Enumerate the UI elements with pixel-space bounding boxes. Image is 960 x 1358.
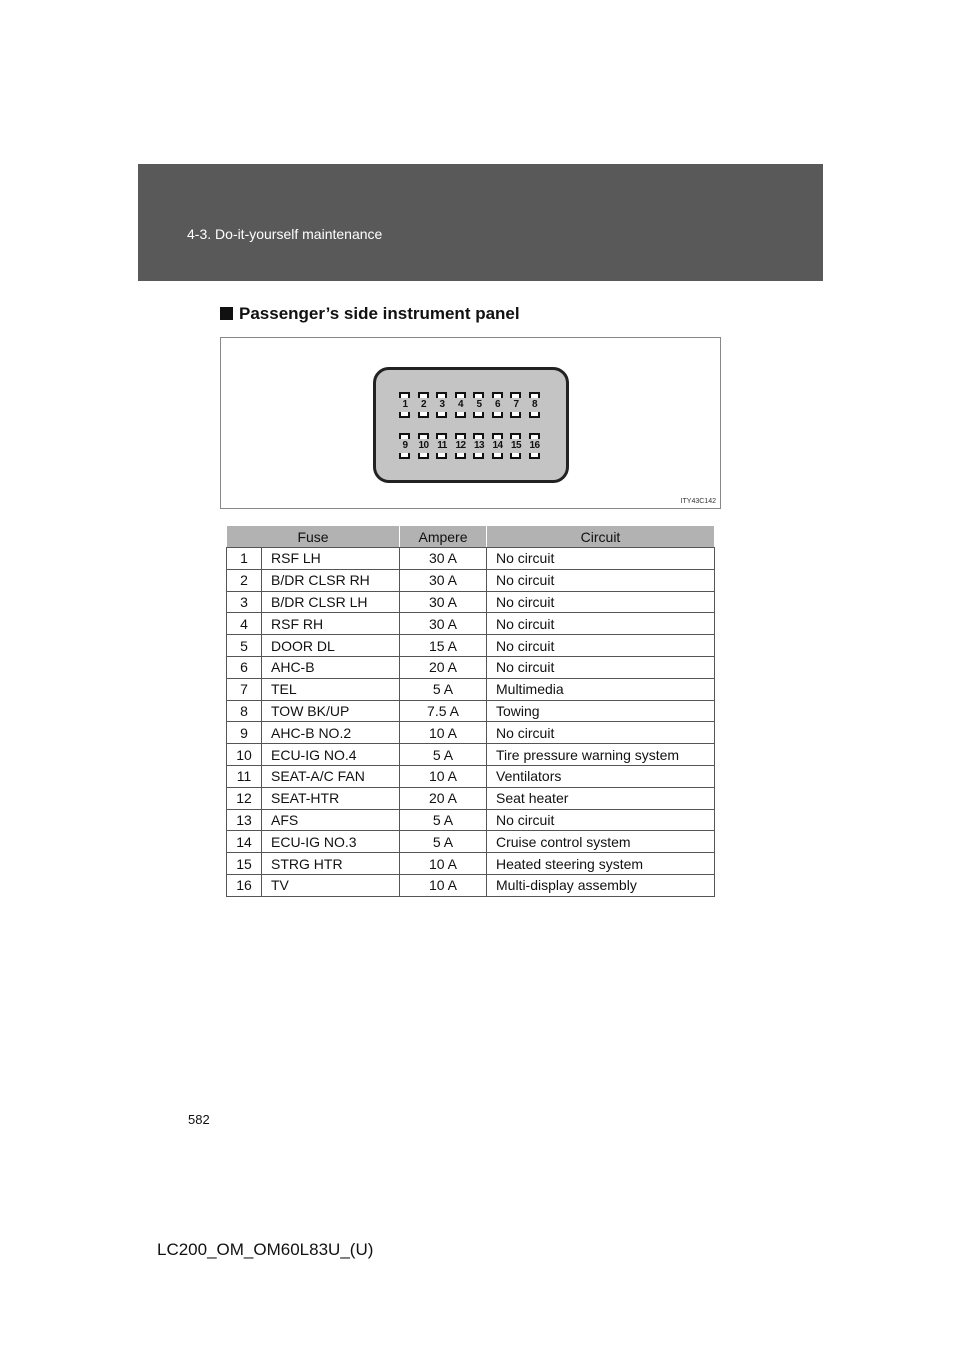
fuse-name-cell: TV [262,874,400,896]
bullet-square-icon [220,307,233,320]
fuse-slot-number: 3 [439,399,445,410]
table-row [227,591,715,613]
section-heading [220,304,520,324]
fuse-number-cell: 13 [227,809,262,831]
table-row [227,874,715,896]
fuse-box-figure [220,337,721,509]
header-band [138,164,823,281]
figure-code: ITY43C142 [680,498,716,505]
circuit-cell: Seat heater [487,787,715,809]
circuit-cell: Cruise control system [487,831,715,853]
fuse-slot [529,433,543,459]
table-row [227,744,715,766]
ampere-cell: 15 A [400,635,487,657]
fuse-name-cell: ECU-IG NO.4 [262,744,400,766]
table-row [227,635,715,657]
table-row [227,548,715,570]
heading-text: Passenger’s side instrument panel [239,304,520,323]
ampere-cell: 30 A [400,613,487,635]
ampere-cell: 30 A [400,548,487,570]
fuse-name-cell: AFS [262,809,400,831]
table-row [227,787,715,809]
ampere-cell: 10 A [400,722,487,744]
table-row [227,809,715,831]
fuse-slot-number: 15 [510,440,522,451]
fuse-slot-number: 11 [437,440,447,451]
fuse-name-cell: SEAT-A/C FAN [262,765,400,787]
fuse-name-cell: TOW BK/UP [262,700,400,722]
ampere-cell: 5 A [400,678,487,700]
fuse-slot-number: 2 [420,399,427,410]
fuse-number-cell: 16 [227,874,262,896]
fuse-slot [492,433,506,459]
table-row [227,678,715,700]
fuse-slot-number: 5 [476,399,482,410]
fuse-slot [399,433,413,459]
ampere-cell: 20 A [400,787,487,809]
table-row [227,569,715,591]
fuse-number-cell: 1 [227,548,262,570]
fuse-slot [418,433,432,459]
table-row [227,765,715,787]
circuit-cell: No circuit [487,569,715,591]
fuse-name-cell: AHC-B NO.2 [262,722,400,744]
fuse-slot [529,392,543,418]
fuse-number-cell: 4 [227,613,262,635]
table-row [227,700,715,722]
circuit-cell: Towing [487,700,715,722]
fuse-number-cell: 12 [227,787,262,809]
table-header-row [227,526,715,548]
fuse-number-cell: 7 [227,678,262,700]
document-code: LC200_OM_OM60L83U_(U) [157,1240,374,1259]
fuse-slot-number: 1 [402,399,408,410]
fuse-name-cell: RSF LH [262,548,400,570]
fuse-number-cell: 15 [227,853,262,875]
fuse-slot [455,392,469,418]
table-row [227,613,715,635]
fuse-slot-number: 9 [402,440,408,451]
column-header-ampere: Ampere [400,526,487,548]
column-header-circuit: Circuit [487,526,715,548]
table-row [227,831,715,853]
fuse-box-diagram [373,367,569,483]
fuse-slot [492,392,506,418]
fuse-number-cell: 2 [227,569,262,591]
circuit-cell: Multi-display assembly [487,874,715,896]
section-title: 4-3. Do-it-yourself maintenance [187,226,383,242]
ampere-cell: 5 A [400,831,487,853]
fuse-name-cell: TEL [262,678,400,700]
circuit-cell: No circuit [487,722,715,744]
fuse-name-cell: B/DR CLSR LH [262,591,400,613]
table-row [227,722,715,744]
ampere-cell: 10 A [400,765,487,787]
fuse-table-body [227,548,715,897]
fuse-name-cell: AHC-B [262,656,400,678]
fuse-number-cell: 3 [227,591,262,613]
table-row [227,656,715,678]
fuse-name-cell: ECU-IG NO.3 [262,831,400,853]
fuse-slot [473,392,487,418]
fuse-slot [455,433,469,459]
circuit-cell: No circuit [487,548,715,570]
ampere-cell: 10 A [400,853,487,875]
ampere-cell: 30 A [400,591,487,613]
ampere-cell: 5 A [400,809,487,831]
fuse-number-cell: 14 [227,831,262,853]
fuse-slot-number: 8 [531,399,538,410]
fuse-slot [510,392,524,418]
fuse-name-cell: B/DR CLSR RH [262,569,400,591]
fuse-slot [436,433,450,459]
circuit-cell: Multimedia [487,678,715,700]
fuse-slot [436,392,450,418]
fuse-name-cell: DOOR DL [262,635,400,657]
ampere-cell: 20 A [400,656,487,678]
circuit-cell: Heated steering system [487,853,715,875]
fuse-number-cell: 6 [227,656,262,678]
ampere-cell: 7.5 A [400,700,487,722]
page-number: 582 [188,1112,210,1127]
fuse-slot [418,392,432,418]
fuse-name-cell: STRG HTR [262,853,400,875]
fuse-slot-number: 16 [529,440,540,451]
fuse-slot [399,392,413,418]
ampere-cell: 30 A [400,569,487,591]
ampere-cell: 10 A [400,874,487,896]
column-header-fuse: Fuse [227,526,400,548]
circuit-cell: Tire pressure warning system [487,744,715,766]
fuse-number-cell: 10 [227,744,262,766]
circuit-cell: No circuit [487,809,715,831]
fuse-slot-number: 10 [418,440,429,451]
fuse-number-cell: 5 [227,635,262,657]
circuit-cell: No circuit [487,656,715,678]
ampere-cell: 5 A [400,744,487,766]
fuse-slot-number: 7 [513,399,519,410]
circuit-cell: No circuit [487,635,715,657]
circuit-cell: Ventilators [487,765,715,787]
fuse-slot [473,433,487,459]
fuse-slot-number: 6 [494,399,501,410]
fuse-number-cell: 9 [227,722,262,744]
fuse-slot-number: 13 [473,440,485,451]
table-row [227,853,715,875]
fuse-number-cell: 8 [227,700,262,722]
fuse-slot-number: 12 [455,440,466,451]
circuit-cell: No circuit [487,591,715,613]
fuse-name-cell: RSF RH [262,613,400,635]
circuit-cell: No circuit [487,613,715,635]
fuse-table [226,525,715,897]
fuse-slot-number: 14 [492,440,503,451]
fuse-name-cell: SEAT-HTR [262,787,400,809]
fuse-slot-number: 4 [457,399,464,410]
fuse-slot [510,433,524,459]
fuse-number-cell: 11 [227,765,262,787]
